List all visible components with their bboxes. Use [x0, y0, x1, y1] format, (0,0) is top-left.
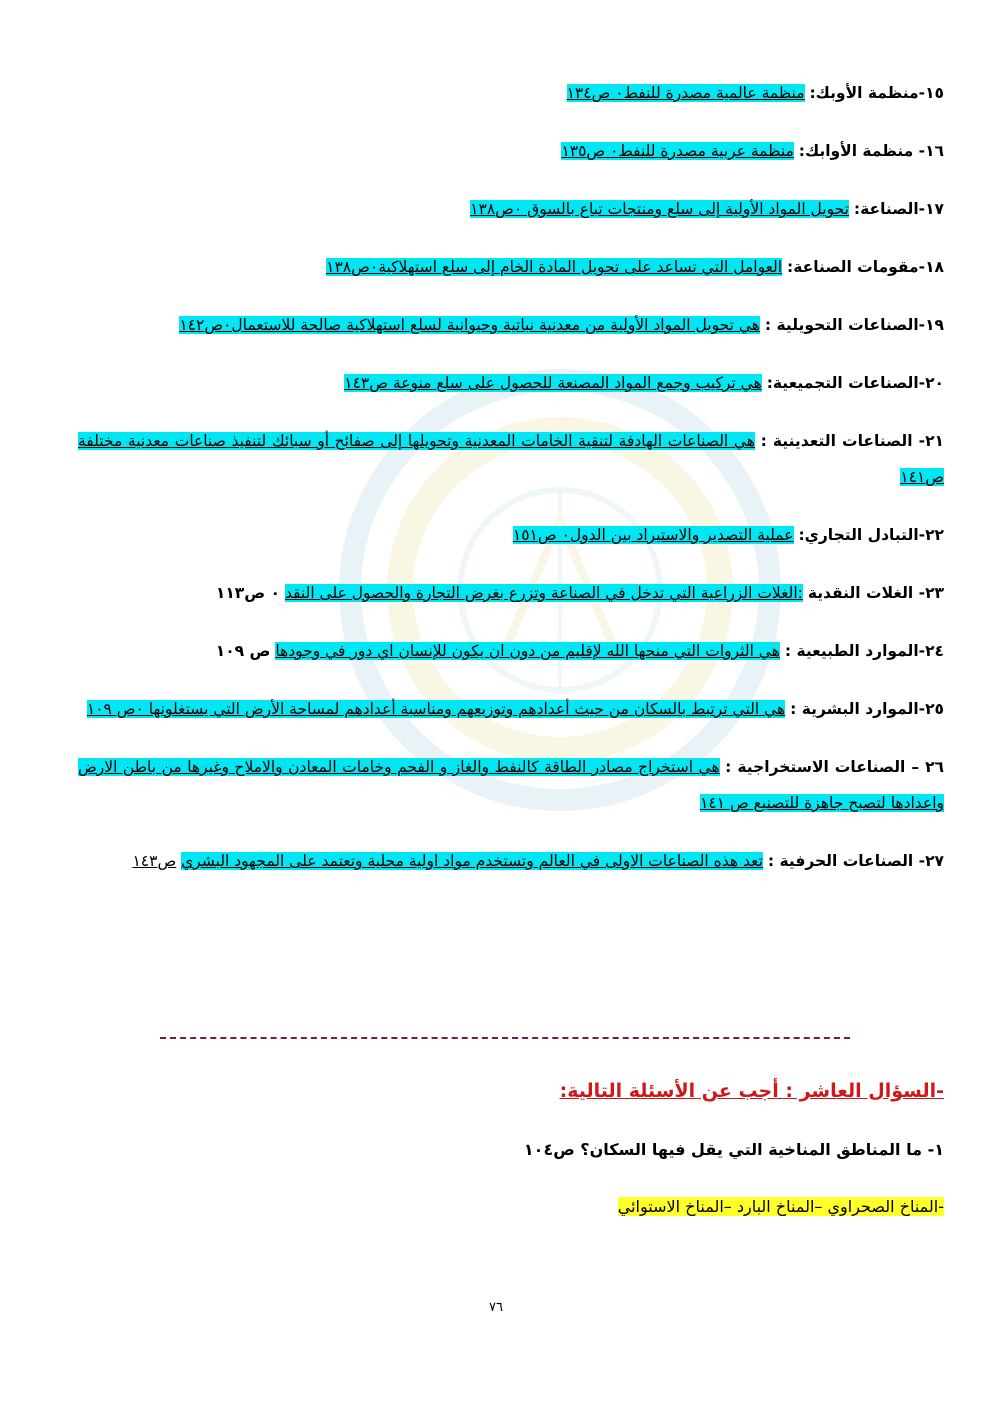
question-title: -السؤال العاشر : أجب عن الأسئلة التالية:	[559, 1080, 944, 1102]
definition-item: ١٥-منظمة الأوبك: منظمة عالمية مصدرة للنفط٠ ص١٣٤	[566, 84, 944, 102]
definition-item: ٢٣- الغلات النقدية :الغلات الزراعية التي تدخل في الصناعة وتزرع بغرض التجارة والحصول على النقد ٠ ص١١٣	[215, 584, 944, 602]
definition-item: ٢٥-الموارد البشرية : هي التي ترتبط بالسكان من حيث أعدادهم وتوزيعهم ومناسبة أعدادهم لمساحة الأرض التي يستغلونها ٠ص ١٠٩	[86, 700, 944, 718]
page-number: ٧٦	[489, 1300, 503, 1315]
definition-item: ١٩-الصناعات التحويلية : هي تحويل المواد الأولية من معدنية نباتية وحيوانية لسلع استهلاكية صالحة للاستعمال٠ص١٤٢	[179, 316, 944, 334]
definitions-list	[78, 75, 944, 901]
dashed-separator	[160, 1037, 850, 1039]
definition-item: ١٧-الصناعة: تحويل المواد الأولية إلى سلع ومنتجات تباع بالسوق ٠ص١٣٨	[470, 200, 944, 218]
definition-item: ٢١- الصناعات التعدينية : هي الصناعات الهادفة لتنقية الخامات المعدنية وتحويلها إلى صفائح أو سبائك لتنفيذ صناعات معدنية مختلفة ص١٤١	[78, 432, 944, 486]
definition-item: ٢٧- الصناعات الحرفية : تعد هذه الصناعات الاولى في العالم وتستخدم مواد اولية محلية وتعتمد على المجهود البشري ص١٤٣	[132, 852, 944, 870]
answer-highlight: -المناخ الصحراوي –المناخ البارد –المناخ الاستوائي	[617, 1197, 944, 1216]
definition-item: ٢٤-الموارد الطبيعية : هي الثروات التي منحها الله لإقليم من دون ان يكون للإنسان اي دور في وجودها ص ١٠٩	[215, 642, 944, 660]
sub-question: ١- ما المناطق المناخية التي يقل فيها السكان؟ ص١٠٤	[523, 1140, 944, 1159]
definition-item: ١٨-مقومات الصناعة: العوامل التي تساعد على تحويل المادة الخام إلى سلع استهلاكية٠ص١٣٨	[326, 258, 944, 276]
definition-item: ٢٠-الصناعات التجميعية: هي تركيب وجمع المواد المصنعة للحصول على سلع منوعة ص١٤٣	[344, 374, 944, 392]
definition-item: ٢٢-التبادل التجاري: عملية التصدير والاستيراد بين الدول٠ ص١٥١	[512, 526, 944, 544]
definition-item: ٢٦ – الصناعات الاستخراجية : هي استخراج مصادر الطاقة كالنفط والغاز و الفحم وخامات المعادن والاملاح وغيرها من باطن الارض واعدادها لتصبح جاهزة للتصنيع ص ١٤١	[78, 758, 944, 812]
definition-item: ١٦- منظمة الأوابك: منظمة عربية مصدرة للنفط٠ ص١٣٥	[561, 142, 944, 160]
